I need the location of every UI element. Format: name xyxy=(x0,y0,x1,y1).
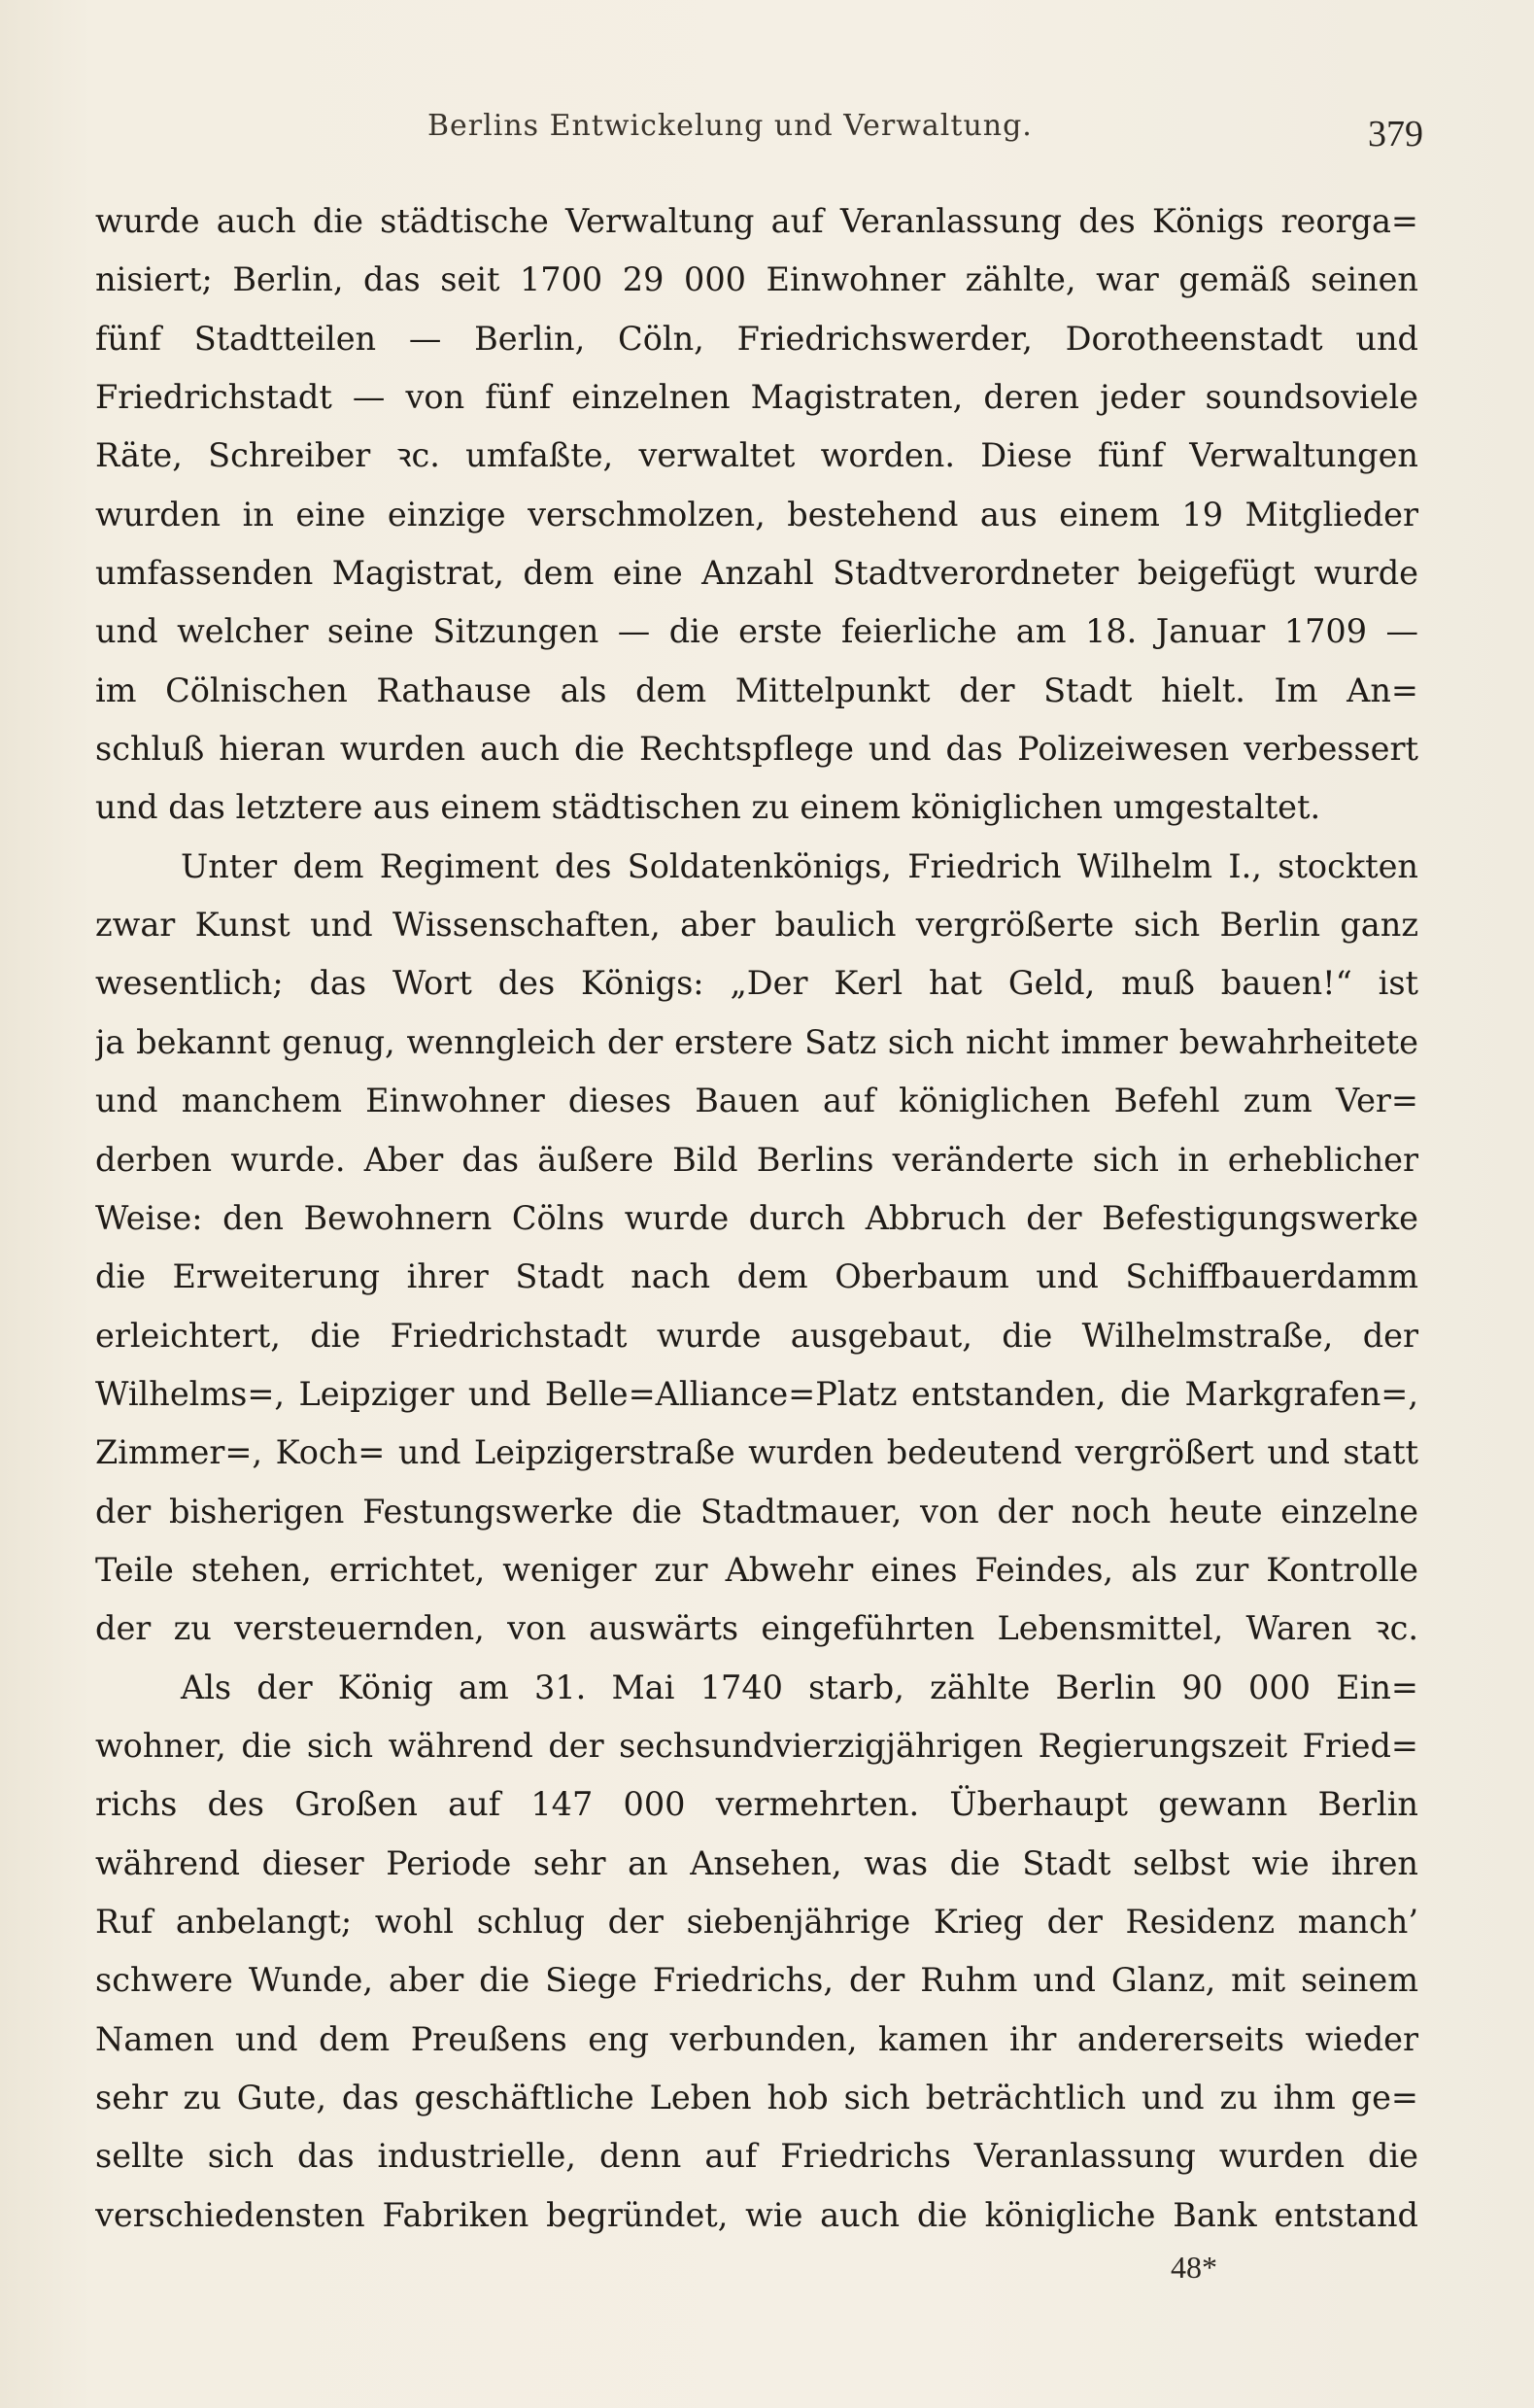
text-line: wurde auch die städtische Verwaltung auf Veranlassung des Königs reorga= xyxy=(95,202,1418,240)
text-line: Zimmer=, Koch= und Leipzigerstraße wurden bedeutend vergrößert und statt xyxy=(95,1433,1418,1472)
text-line: wesentlich; das Wort des Königs: „Der Kerl hat Geld, muß bauen!“ ist xyxy=(95,964,1418,1003)
text-line: der bisherigen Festungswerke die Stadtmauer, von der noch heute einzelne xyxy=(95,1492,1418,1531)
text-line: Wilhelms=, Leipziger und Belle=Alliance=Platz entstanden, die Markgrafen=, xyxy=(95,1374,1418,1413)
text-line: während dieser Periode sehr an Ansehen, was die Stadt selbst wie ihren xyxy=(95,1843,1418,1882)
text-line: wurden in eine einzige verschmolzen, bestehend aus einem 19 Mitglieder xyxy=(95,495,1418,533)
text-line: schluß hieran wurden auch die Rechtspflege und das Polizeiwesen verbessert xyxy=(95,730,1418,769)
signature-mark: 48* xyxy=(1171,2250,1217,2285)
text-line: zwar Kunst und Wissenschaften, aber baulich vergrößerte sich Berlin ganz xyxy=(95,906,1418,945)
text-line: und welcher seine Sitzungen — die erste feierliche am 18. Januar 1709 — xyxy=(95,612,1418,651)
text-line: Teile stehen, errichtet, weniger zur Abwehr eines Feindes, als zur Kontrolle xyxy=(95,1550,1418,1589)
text-line: sehr zu Gute, das geschäftliche Leben hob sich beträchtlich und zu ihm ge= xyxy=(95,2079,1418,2116)
text-line: nisiert; Berlin, das seit 1700 29 000 Einwohner zählte, war gemäß seinen xyxy=(95,260,1418,299)
text-line: verschiedensten Fabriken begründet, wie auch die königliche Bank entstand xyxy=(95,2195,1418,2234)
text-line: erleichtert, die Friedrichstadt wurde ausgebaut, die Wilhelmstraße, der xyxy=(95,1316,1418,1355)
text-line: umfassenden Magistrat, dem eine Anzahl Stadtverordneter beigefügt wurde xyxy=(95,554,1418,593)
running-head: Berlins Entwickelung und Verwaltung. xyxy=(427,109,1033,143)
page-number: 379 xyxy=(1368,114,1423,155)
text-line: richs des Großen auf 147 000 vermehrten. Überhaupt gewann Berlin xyxy=(95,1785,1418,1824)
text-line: derben wurde. Aber das äußere Bild Berlins veränderte sich in erheblicher xyxy=(95,1140,1418,1179)
body-text xyxy=(95,192,1418,2245)
text-line: ja bekannt genug, wenngleich der erstere Satz sich nicht immer bewahrheitete xyxy=(95,1022,1418,1061)
paragraph-start-line: Als der König am 31. Mai 1740 starb, zählte Berlin 90 000 Ein= xyxy=(181,1668,1418,1706)
text-line: wohner, die sich während der sechsundvierzigjährigen Regierungszeit Fried= xyxy=(95,1726,1418,1765)
text-line: die Erweiterung ihrer Stadt nach dem Oberbaum und Schiffbauerdamm xyxy=(95,1257,1418,1296)
paragraph-end-line: und das letztere aus einem städtischen zu einem königlichen umgestaltet. xyxy=(95,788,1321,827)
text-line: Weise: den Bewohnern Cölns wurde durch Abbruch der Befestigungswerke xyxy=(95,1198,1418,1237)
text-line: Räte, Schreiber ꝛc. umfaßte, verwaltet worden. Diese fünf Verwaltungen xyxy=(95,436,1418,475)
text-line: und manchem Einwohner dieses Bauen auf königlichen Befehl zum Ver= xyxy=(95,1082,1418,1120)
text-line: Friedrichstadt — von fünf einzelnen Magistraten, deren jeder soundsoviele xyxy=(95,378,1418,417)
text-line: fünf Stadtteilen — Berlin, Cöln, Friedrichswerder, Dorotheenstadt und xyxy=(95,319,1418,358)
paragraph-start-line: Unter dem Regiment des Soldatenkönigs, Friedrich Wilhelm I., stockten xyxy=(181,846,1418,885)
text-line: Namen und dem Preußens eng verbunden, kamen ihr andererseits wieder xyxy=(95,2019,1418,2058)
text-line: sellte sich das industrielle, denn auf Friedrichs Veranlassung wurden die xyxy=(95,2137,1418,2176)
paragraph-end-line: der zu versteuernden, von auswärts eingeführten Lebensmittel, Waren ꝛc. xyxy=(95,1609,1418,1648)
text-line: im Cölnischen Rathause als dem Mittelpunkt der Stadt hielt. Im An= xyxy=(95,671,1418,709)
text-line: schwere Wunde, aber die Siege Friedrichs, der Ruhm und Glanz, mit seinem xyxy=(95,1961,1418,2000)
text-line: Ruf anbelangt; wohl schlug der siebenjährige Krieg der Residenz manch’ xyxy=(95,1902,1418,1941)
